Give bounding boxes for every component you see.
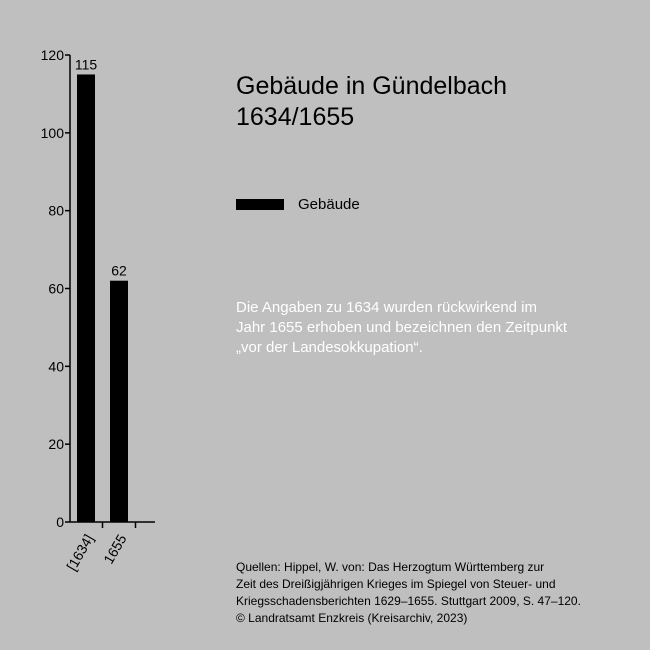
y-tick-label: 0 (56, 514, 64, 530)
y-tick-label: 100 (40, 124, 64, 141)
chart-title-line-2: 1634/1655 (236, 103, 355, 131)
legend-label: Gebäude (298, 196, 360, 213)
chart-title-line-1: Gebäude in Gündelbach (236, 72, 508, 100)
x-axis (63, 522, 155, 573)
data-label: 62 (111, 262, 127, 279)
y-tick-label: 60 (48, 280, 64, 297)
y-axis (41, 47, 70, 530)
note-line-2: Jahr 1655 erhoben und bezeichnen den Zeitpunkt (236, 319, 568, 336)
source-line-2: Zeit des Dreißigjährigen Krieges im Spiegel von Steuer- und (236, 577, 556, 591)
x-tick-label: [1634] (63, 531, 97, 574)
y-tick-label: 20 (48, 436, 64, 453)
sources (236, 559, 636, 627)
chart-title (236, 71, 507, 133)
legend (236, 196, 360, 213)
x-tick-label: 1655 (100, 531, 130, 567)
note-line-1: Die Angaben zu 1634 wurden rückwirkend im (236, 299, 538, 316)
bars (75, 56, 128, 522)
source-line-3: Kriegsschadensberichten 1629–1655. Stuttgart 2009, S. 47–120. (236, 594, 581, 608)
bar (110, 281, 128, 522)
data-label: 115 (74, 56, 98, 73)
source-line-1: Quellen: Hippel, W. von: Das Herzogtum Württemberg zur (236, 560, 545, 574)
y-tick-label: 80 (48, 202, 64, 219)
legend-swatch (236, 199, 284, 210)
y-tick-label: 40 (48, 358, 64, 375)
bar (77, 74, 95, 522)
bar-chart (0, 0, 230, 600)
chart-note (236, 298, 636, 358)
note-line-3: „vor der Landesokkupation“. (236, 339, 423, 356)
source-line-4: © Landratsamt Enzkreis (Kreisarchiv, 2023) (236, 611, 468, 625)
y-tick-label: 120 (40, 47, 64, 63)
